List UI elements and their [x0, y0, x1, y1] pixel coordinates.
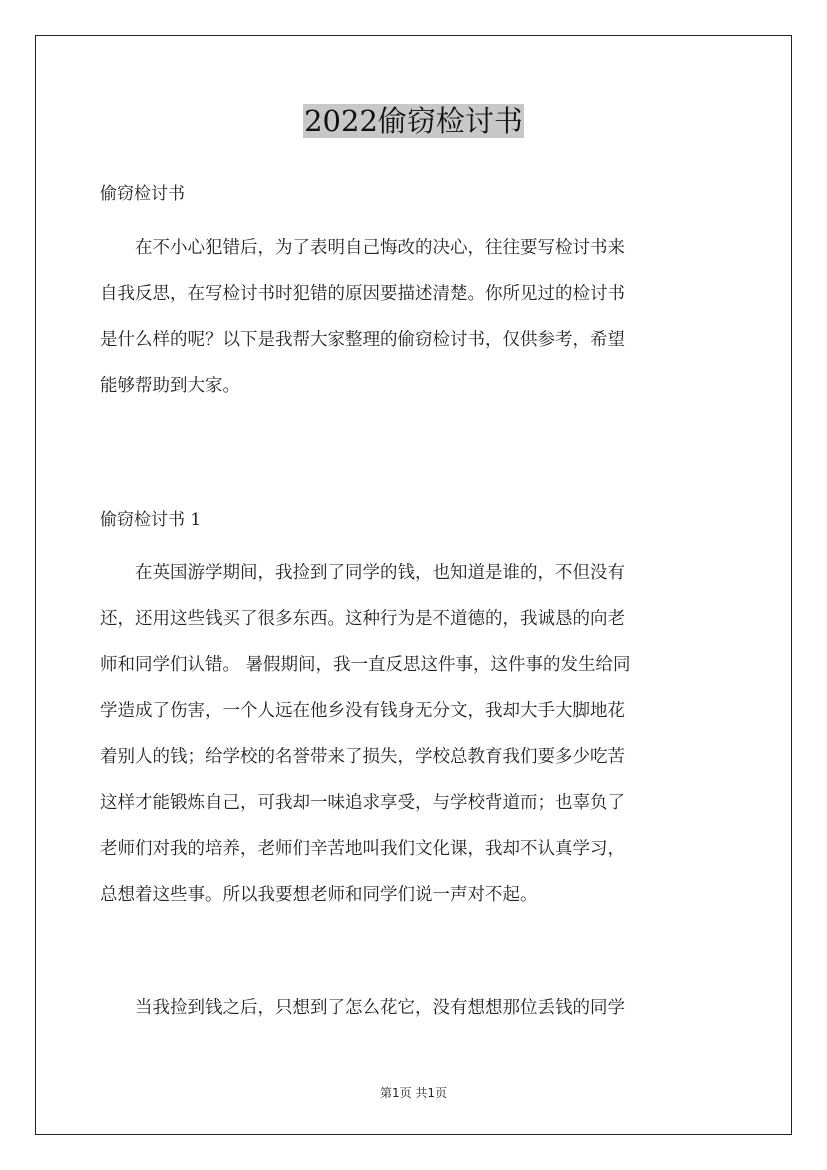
- paragraph-line: 是什么样的呢？以下是我帮大家整理的偷窃检讨书，仅供参考，希望: [100, 330, 625, 350]
- intro-heading: 偷窃检讨书: [100, 184, 185, 204]
- document-title: [0, 100, 827, 142]
- section1-paragraph-1: [100, 550, 727, 918]
- paragraph-line: 老师们对我的培养，老师们辛苦地叫我们文化课，我却不认真学习，: [100, 839, 625, 859]
- paragraph-line: 总想着这些事。所以我要想老师和同学们说一声对不起。: [100, 885, 538, 905]
- paragraph-line: 这样才能锻炼自己，可我却一味追求享受，与学校背道而；也辜负了: [100, 793, 625, 813]
- intro-paragraph: [100, 225, 727, 409]
- paragraph-line: 当我捡到钱之后，只想到了怎么花它，没有想想那位丢钱的同学: [135, 998, 625, 1018]
- paragraph-line: 在不小心犯错后，为了表明自己悔改的决心，往往要写检讨书来: [135, 238, 625, 258]
- page-footer: 第1页 共1页: [379, 1086, 448, 1100]
- paragraph-line: 还，还用这些钱买了很多东西。这种行为是不道德的，我诚恳的向老: [100, 609, 625, 629]
- paragraph-line: 在英国游学期间，我捡到了同学的钱，也知道是谁的，不但没有: [135, 563, 625, 583]
- section1-paragraph-2: [100, 985, 727, 1031]
- paragraph-line: 能够帮助到大家。: [100, 376, 240, 396]
- section1-heading: 偷窃检讨书 1: [100, 510, 202, 530]
- paragraph-line: 着别人的钱；给学校的名誉带来了损失，学校总教育我们要多少吃苦: [100, 747, 625, 767]
- document-title-text: 2022偷窃检讨书: [304, 104, 523, 138]
- paragraph-line: 学造成了伤害，一个人远在他乡没有钱身无分文，我却大手大脚地花: [100, 701, 625, 721]
- paragraph-line: 师和同学们认错。 暑假期间，我一直反思这件事，这件事的发生给同: [100, 655, 631, 675]
- paragraph-line: 自我反思，在写检讨书时犯错的原因要描述清楚。你所见过的检讨书: [100, 284, 625, 304]
